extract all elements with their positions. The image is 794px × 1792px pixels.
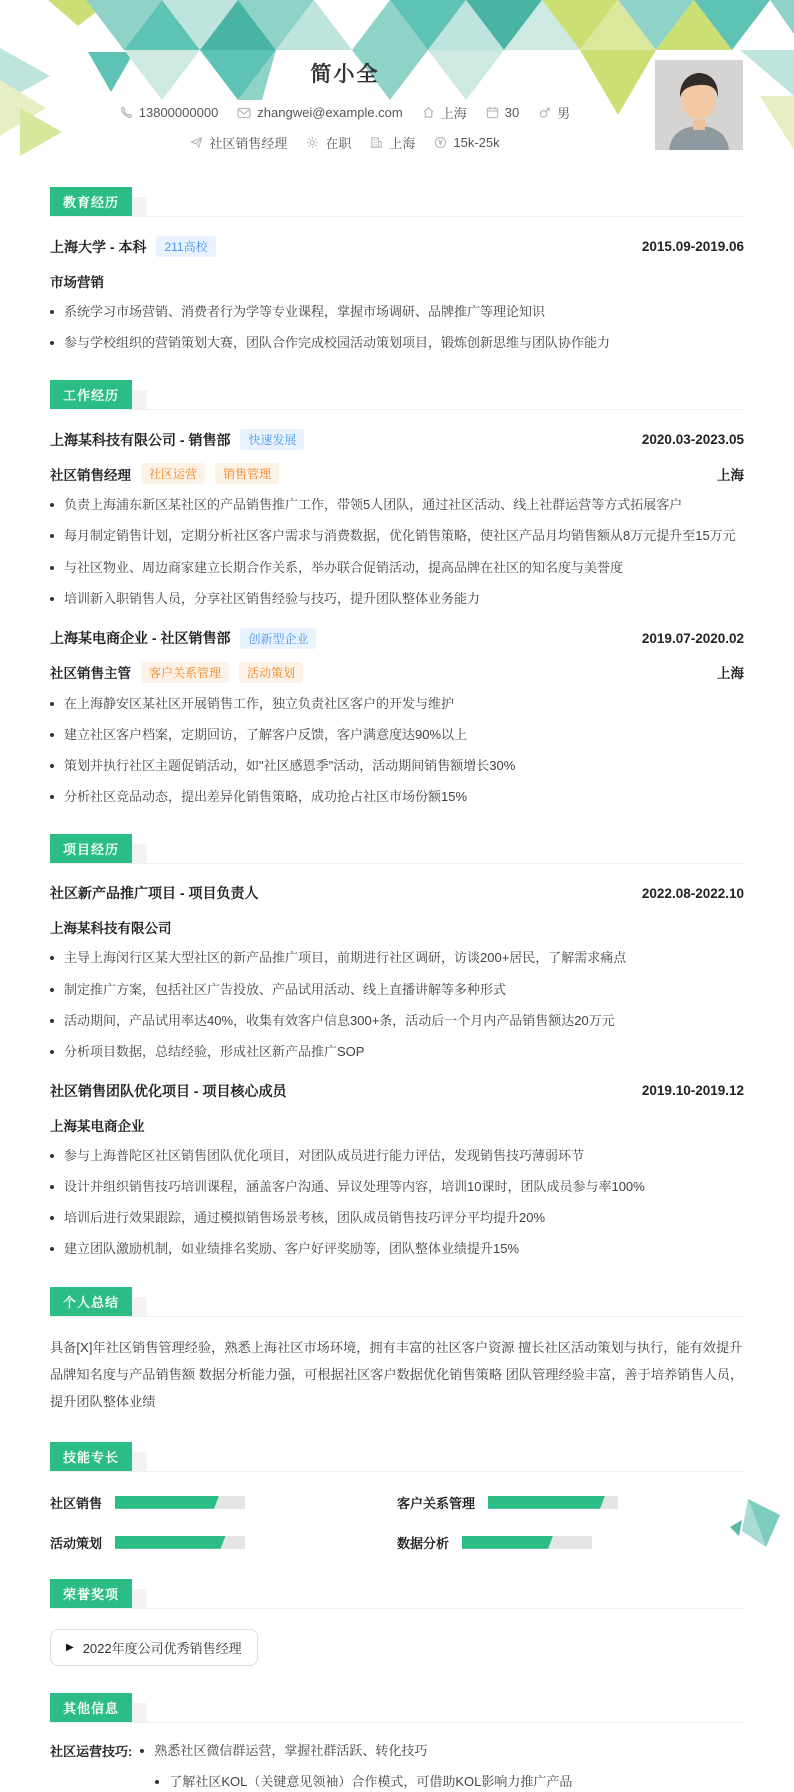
skill-bar-track (488, 1496, 618, 1509)
company-tag: 快速发展 (240, 429, 304, 450)
section-title-skills: 技能专长 (50, 1442, 132, 1471)
role-tag: 客户关系管理 (141, 662, 229, 683)
honor-text: 2022年度公司优秀销售经理 (82, 1640, 242, 1656)
contact-phone-text: 13800000000 (138, 105, 219, 120)
section-title-work: 工作经历 (50, 380, 132, 409)
project-bullets (50, 948, 744, 1062)
section-honors (50, 1579, 744, 1666)
project-bullets (50, 1146, 744, 1260)
project-date: 2022.08-2022.10 (641, 885, 744, 901)
job-title: 社区销售经理 (50, 467, 131, 483)
other-info-row (50, 1741, 744, 1792)
section-work (50, 380, 744, 807)
section-tab-decoration (132, 1703, 147, 1722)
contact-city-text: 上海 (440, 106, 467, 121)
building-icon (370, 136, 383, 149)
bullet-item: 分析项目数据，总结经验，形成社区新产品推广SOP (50, 1042, 744, 1062)
summary-text: 具备[X]年社区销售管理经验，熟悉上海社区市场环境，拥有丰富的社区客户资源 擅长社区活动策划与执行，能有效提升品牌知名度与产品销售额 数据分析能力强，可根据社区客户数据优化销售策略 团队管理经验丰富，善于培养销售人员，提升团队整体业绩 (50, 1339, 744, 1409)
section-tab-decoration (132, 390, 147, 409)
project-org: 上海某电商企业 (50, 1118, 145, 1134)
target-position (190, 133, 287, 152)
contact-gender (538, 103, 570, 122)
contact-row-2 (40, 133, 650, 152)
job-title: 社区销售主管 (50, 666, 131, 682)
skill-item: 社区销售 (50, 1493, 397, 1512)
section-tab-decoration (132, 1297, 147, 1316)
work-entry (50, 628, 744, 808)
bullet-item: 建立社区客户档案，定期回访，了解客户反馈，客户满意度达90%以上 (50, 725, 744, 745)
bullet-item: 每月制定销售计划，定期分析社区客户需求与消费数据，优化销售策略，使社区产品月均销售额从8万元提升至15万元 (50, 526, 744, 546)
bullet-item: 参与上海普陀区社区销售团队优化项目，对团队成员进行能力评估，发现销售技巧薄弱环节 (50, 1146, 744, 1166)
project-date: 2019.10-2019.12 (641, 1083, 744, 1099)
skill-bar-fill (488, 1496, 605, 1509)
section-education (50, 187, 744, 353)
work-date: 2020.03-2023.05 (641, 432, 744, 448)
section-tab-decoration (132, 844, 147, 863)
job-status (306, 133, 351, 152)
candidate-name: 简小全 (310, 63, 380, 86)
company-name: 上海某科技有限公司 - 销售部 (50, 431, 231, 448)
bullet-item: 负责上海浦东新区某社区的产品销售推广工作，带领5人团队，通过社区活动、线上社群运营等方式拓展客户 (50, 495, 744, 515)
education-entry (50, 236, 744, 353)
section-title-honors: 荣誉奖项 (50, 1579, 132, 1608)
bullet-item: 熟悉社区微信群运营，掌握社群活跃、转化技巧 (140, 1741, 744, 1761)
project-name: 社区新产品推广项目 - 项目负责人 (50, 885, 259, 902)
bullet-item: 参与学校组织的营销策划大赛，团队合作完成校园活动策划项目，锻炼创新思维与团队协作能力 (50, 333, 744, 353)
job-location: 上海 (717, 467, 744, 483)
section-title-projects: 项目经历 (50, 834, 132, 863)
section-summary (50, 1287, 744, 1415)
skill-bar-fill (462, 1536, 553, 1549)
section-other (50, 1693, 744, 1792)
contact-city (422, 103, 467, 122)
section-header (50, 1287, 744, 1317)
skill-item: 活动策划 (50, 1533, 397, 1552)
bullet-item: 与社区物业、周边商家建立长期合作关系，举办联合促销活动，提高品牌在社区的知名度与美誉度 (50, 558, 744, 578)
project-entry (50, 1081, 744, 1260)
company-tag: 创新型企业 (240, 628, 316, 649)
play-arrow-icon: ▶ (66, 1641, 74, 1653)
gender-icon (538, 106, 551, 119)
avatar (655, 60, 743, 150)
bullet-item: 主导上海闵行区某大型社区的新产品推广项目，前期进行社区调研，访谈200+居民，了解需求痛点 (50, 948, 744, 968)
company-name: 上海某电商企业 - 社区销售部 (50, 630, 231, 647)
bullet-item: 建立团队激励机制，如业绩排名奖励、客户好评奖励等，团队整体业绩提升15% (50, 1239, 744, 1259)
section-title-summary: 个人总结 (50, 1287, 132, 1316)
section-tab-decoration (132, 1452, 147, 1471)
section-header (50, 1442, 744, 1472)
project-org: 上海某科技有限公司 (50, 921, 172, 937)
other-bullets (140, 1741, 744, 1792)
section-header (50, 834, 744, 864)
contact-email-text: zhangwei@example.com (257, 105, 403, 120)
skill-bar-track (115, 1496, 245, 1509)
gear-icon (306, 136, 319, 149)
section-tab-decoration (132, 197, 147, 216)
skill-item: 数据分析 (397, 1533, 744, 1552)
bullet-item: 活动期间，产品试用率达40%，收集有效客户信息300+条，活动后一个月内产品销售额达20万元 (50, 1011, 744, 1031)
section-header (50, 1579, 744, 1609)
target-position-text: 社区销售经理 (209, 136, 288, 151)
job-status-text: 在职 (325, 136, 352, 151)
contact-phone (120, 105, 219, 120)
bullet-item: 制定推广方案，包括社区广告投放、产品试用活动、线上直播讲解等多种形式 (50, 980, 744, 1000)
mail-icon (237, 107, 251, 119)
bullet-item: 了解社区KOL（关键意见领袖）合作模式，可借助KOL影响力推广产品 (155, 1772, 744, 1792)
section-header (50, 1693, 744, 1723)
education-date: 2015.09-2019.06 (641, 239, 744, 254)
contact-age-text: 30 (504, 105, 520, 120)
section-header (50, 380, 744, 410)
role-tag: 社区运营 (141, 463, 205, 484)
resume-header (0, 0, 794, 160)
bullet-item: 在上海静安区某社区开展销售工作，独立负责社区客户的开发与维护 (50, 694, 744, 714)
skills-grid (50, 1493, 744, 1552)
skill-bar-track (115, 1536, 245, 1549)
work-entry (50, 429, 744, 609)
education-bullets (50, 302, 744, 353)
project-entry (50, 883, 744, 1062)
skill-bar-fill (115, 1536, 226, 1549)
other-label: 社区运营技巧: (50, 1743, 133, 1759)
skill-bar-fill (115, 1496, 219, 1509)
bullet-item: 分析社区竞品动态，提出差异化销售策略，成功抢占社区市场份额15% (50, 787, 744, 807)
phone-icon (120, 106, 133, 119)
work-city-text: 上海 (389, 136, 416, 151)
home-icon (422, 106, 435, 119)
plane-icon (190, 136, 203, 149)
role-tag: 销售管理 (215, 463, 279, 484)
expected-salary (434, 135, 499, 150)
project-name: 社区销售团队优化项目 - 项目核心成员 (50, 1082, 287, 1099)
expected-salary-text: 15k-25k (453, 135, 500, 150)
work-bullets (50, 694, 744, 808)
section-title-education: 教育经历 (50, 187, 132, 216)
contact-age (486, 105, 519, 120)
major: 市场营销 (50, 275, 104, 290)
work-city (370, 133, 415, 152)
skill-item: 客户关系管理 (397, 1493, 744, 1512)
job-location: 上海 (717, 666, 744, 682)
school-tag: 211高校 (156, 236, 215, 257)
contact-email (237, 105, 402, 120)
bullet-item: 培训新入职销售人员，分享社区销售经验与技巧，提升团队整体业务能力 (50, 589, 744, 609)
section-header (50, 187, 744, 217)
bullet-item: 培训后进行效果跟踪，通过模拟销售场景考核，团队成员销售技巧评分平均提升20% (50, 1208, 744, 1228)
work-bullets (50, 495, 744, 609)
section-projects (50, 834, 744, 1259)
contact-gender-text: 男 (557, 106, 571, 121)
honor-chip[interactable] (50, 1629, 258, 1666)
bullet-item: 设计并组织销售技巧培训课程，涵盖客户沟通、异议处理等内容，培训10课时，团队成员参与率100% (50, 1177, 744, 1197)
section-title-other: 其他信息 (50, 1693, 132, 1722)
section-tab-decoration (132, 1589, 147, 1608)
salary-icon (434, 136, 447, 149)
bullet-item: 系统学习市场营销、消费者行为学等专业课程，掌握市场调研、品牌推广等理论知识 (50, 302, 744, 322)
bullet-item: 策划并执行社区主题促销活动，如"社区感恩季"活动，活动期间销售额增长30% (50, 756, 744, 776)
calendar-icon (486, 106, 499, 119)
school-name: 上海大学 - 本科 (50, 238, 147, 255)
skill-bar-track (462, 1536, 592, 1549)
contact-row-1 (40, 103, 650, 122)
work-date: 2019.07-2020.02 (641, 630, 744, 646)
section-skills (50, 1442, 744, 1552)
role-tag: 活动策划 (239, 662, 303, 683)
profile-photo (655, 60, 743, 150)
